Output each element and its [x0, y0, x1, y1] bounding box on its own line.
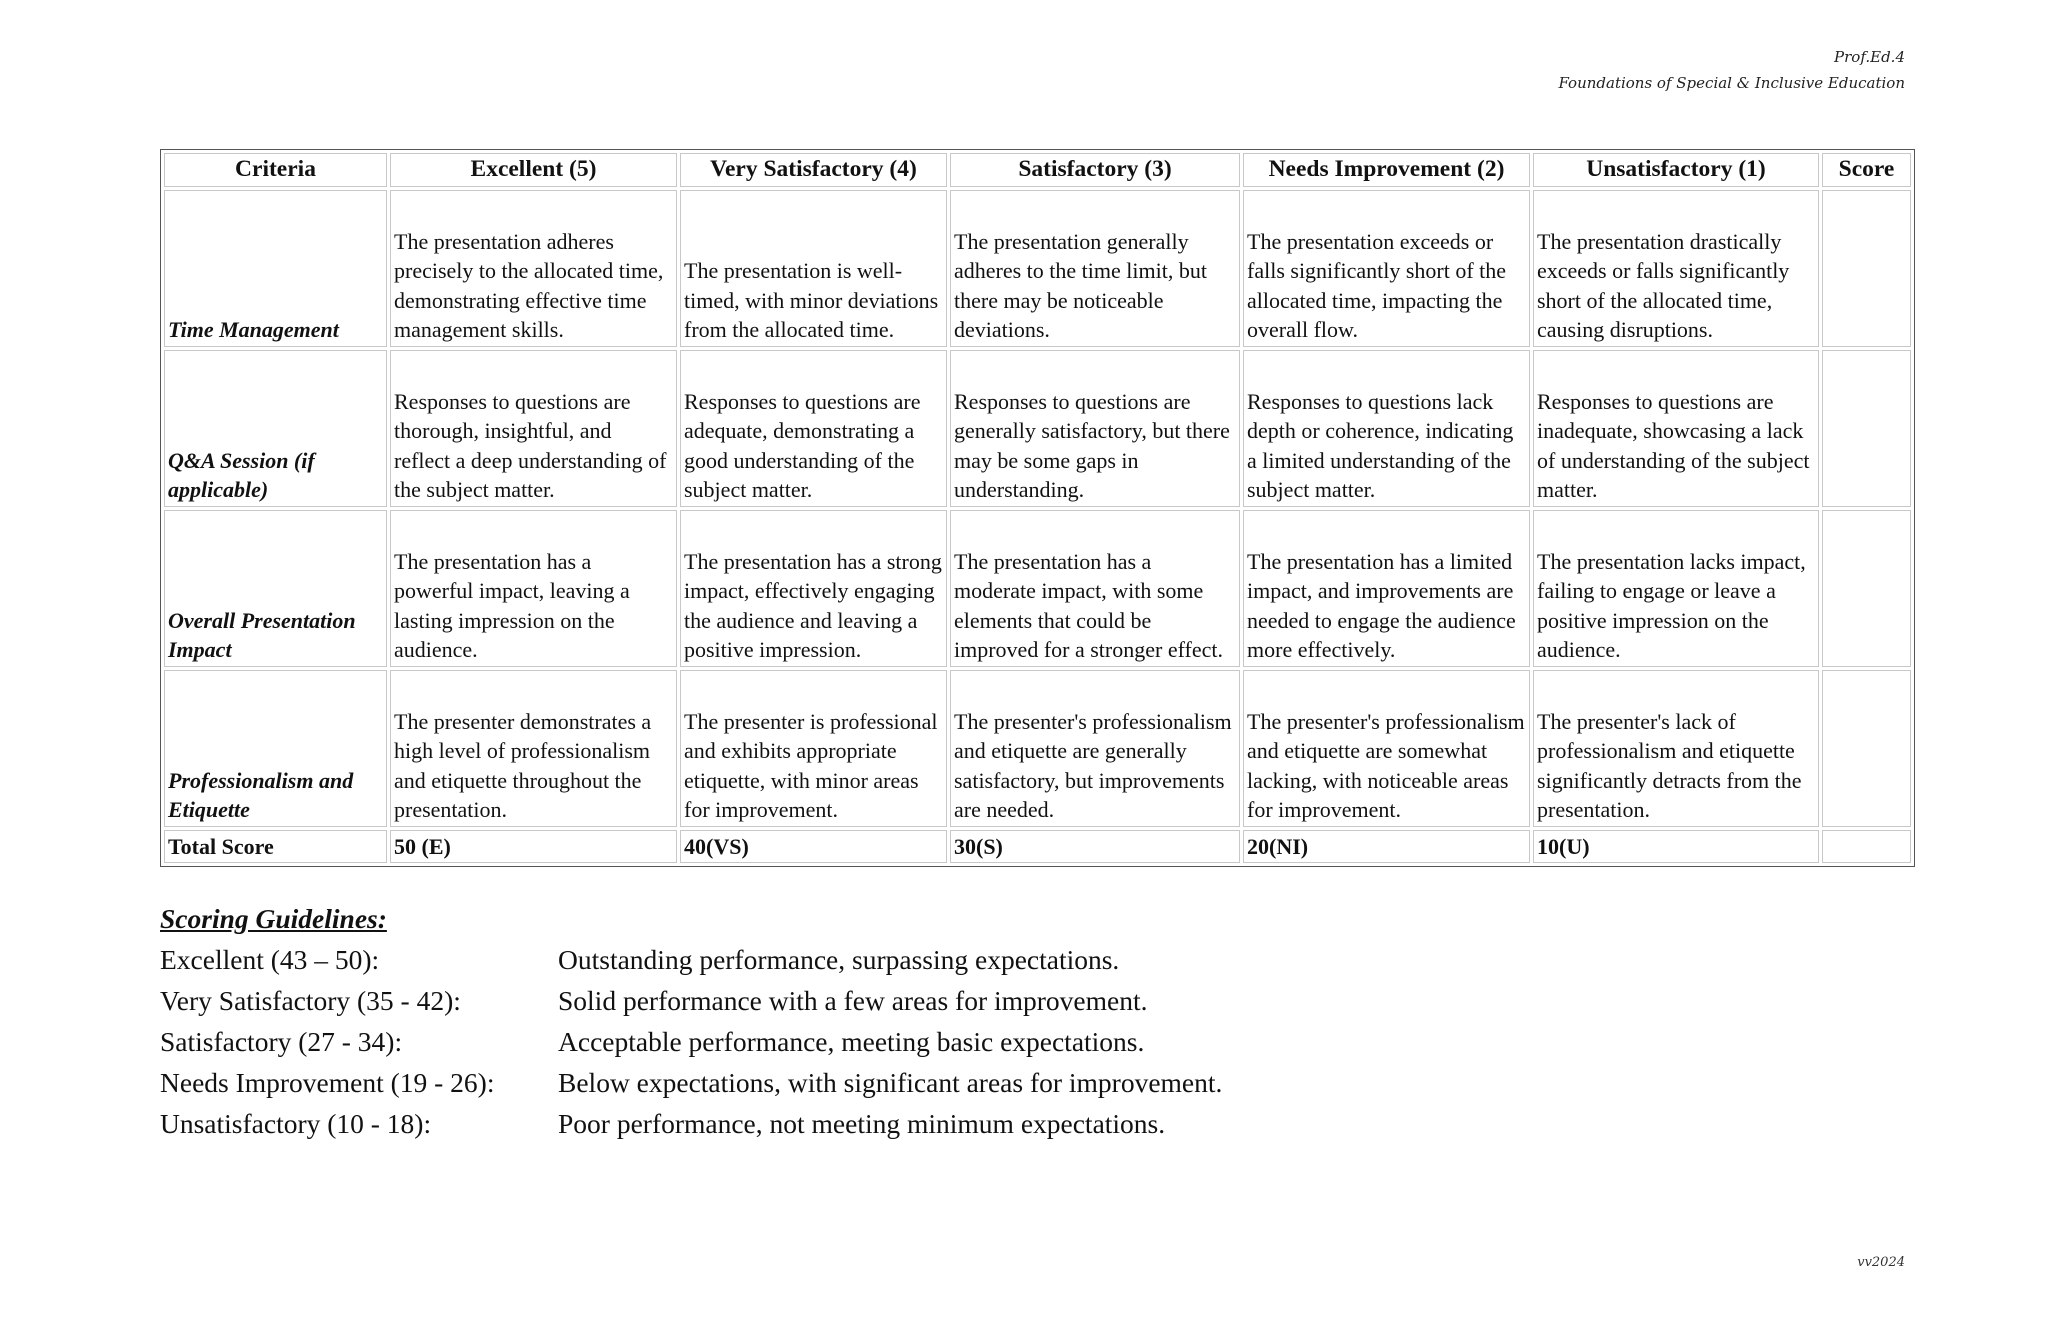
score-cell[interactable] [1822, 510, 1911, 667]
page-header [1558, 44, 1905, 96]
descriptor-cell: The presentation has a limited impact, and improvements are needed to engage the audience more effectively. [1243, 510, 1530, 667]
table-row [164, 670, 1911, 827]
descriptor-cell: Responses to questions are thorough, insightful, and reflect a deep understanding of the subject matter. [390, 350, 677, 507]
guideline-row [160, 939, 1222, 980]
guideline-row [160, 1103, 1222, 1144]
score-cell[interactable] [1822, 190, 1911, 347]
descriptor-cell: The presenter's professionalism and etiquette are somewhat lacking, with noticeable areas for improvement. [1243, 670, 1530, 827]
total-cell: 10(U) [1533, 830, 1819, 864]
total-row [164, 830, 1911, 864]
score-cell[interactable] [1822, 670, 1911, 827]
col-criteria: Criteria [164, 153, 387, 187]
score-cell[interactable] [1822, 350, 1911, 507]
guidelines-title: Scoring Guidelines: [160, 903, 387, 934]
descriptor-cell: The presenter's professionalism and etiquette are generally satisfactory, but improvements are needed. [950, 670, 1240, 827]
criteria-cell: Overall Presentation Impact [164, 510, 387, 667]
guideline-label: Very Satisfactory (35 - 42): [160, 985, 461, 1016]
footer-code: vv2024 [1857, 1255, 1905, 1270]
col-excellent: Excellent (5) [390, 153, 677, 187]
descriptor-cell: The presenter's lack of professionalism and etiquette significantly detracts from the presentation. [1533, 670, 1819, 827]
total-cell: 50 (E) [390, 830, 677, 864]
descriptor-cell: The presentation drastically exceeds or falls significantly short of the allocated time, causing disruptions. [1533, 190, 1819, 347]
col-unsatisfactory: Unsatisfactory (1) [1533, 153, 1819, 187]
descriptor-cell: Responses to questions lack depth or coherence, indicating a limited understanding of the subject matter. [1243, 350, 1530, 507]
guideline-label: Excellent (43 – 50): [160, 944, 380, 975]
total-cell: 30(S) [950, 830, 1240, 864]
guideline-row [160, 1062, 1222, 1103]
guideline-row [160, 1021, 1222, 1062]
scoring-guidelines [160, 898, 1222, 1144]
table-row [164, 350, 1911, 507]
descriptor-cell: The presentation generally adheres to the time limit, but there may be noticeable deviations. [950, 190, 1240, 347]
descriptor-cell: Responses to questions are generally satisfactory, but there may be some gaps in understanding. [950, 350, 1240, 507]
descriptor-cell: The presentation lacks impact, failing to engage or leave a positive impression on the audience. [1533, 510, 1819, 667]
criteria-cell: Time Management [164, 190, 387, 347]
criteria-cell: Q&A Session (if applicable) [164, 350, 387, 507]
total-cell: 20(NI) [1243, 830, 1530, 864]
total-score-cell[interactable] [1822, 830, 1911, 864]
col-score: Score [1822, 153, 1911, 187]
course-title: Foundations of Special & Inclusive Education [1558, 74, 1905, 92]
guideline-desc: Solid performance with a few areas for improvement. [558, 985, 1148, 1016]
descriptor-cell: The presentation has a moderate impact, with some elements that could be improved for a stronger effect. [950, 510, 1240, 667]
guideline-desc: Acceptable performance, meeting basic expectations. [558, 1026, 1145, 1057]
descriptor-cell: Responses to questions are inadequate, showcasing a lack of understanding of the subject matter. [1533, 350, 1819, 507]
guideline-desc: Poor performance, not meeting minimum expectations. [558, 1108, 1166, 1139]
descriptor-cell: The presentation adheres precisely to the allocated time, demonstrating effective time management skills. [390, 190, 677, 347]
table-row [164, 190, 1911, 347]
guideline-desc: Outstanding performance, surpassing expectations. [558, 944, 1120, 975]
total-label: Total Score [164, 830, 387, 864]
descriptor-cell: The presentation has a powerful impact, leaving a lasting impression on the audience. [390, 510, 677, 667]
course-code: Prof.Ed.4 [1834, 48, 1905, 66]
col-needs-improvement: Needs Improvement (2) [1243, 153, 1530, 187]
descriptor-cell: The presenter demonstrates a high level of professionalism and etiquette throughout the presentation. [390, 670, 677, 827]
descriptor-cell: Responses to questions are adequate, demonstrating a good understanding of the subject matter. [680, 350, 947, 507]
col-satisfactory: Satisfactory (3) [950, 153, 1240, 187]
guideline-label: Needs Improvement (19 - 26): [160, 1067, 495, 1098]
guideline-desc: Below expectations, with significant areas for improvement. [558, 1067, 1223, 1098]
descriptor-cell: The presenter is professional and exhibits appropriate etiquette, with minor areas for improvement. [680, 670, 947, 827]
guideline-label: Satisfactory (27 - 34): [160, 1026, 403, 1057]
descriptor-cell: The presentation has a strong impact, effectively engaging the audience and leaving a positive impression. [680, 510, 947, 667]
col-very-satisfactory: Very Satisfactory (4) [680, 153, 947, 187]
guideline-label: Unsatisfactory (10 - 18): [160, 1108, 432, 1139]
criteria-cell: Professionalism and Etiquette [164, 670, 387, 827]
rubric-table [160, 149, 1915, 867]
header-row [164, 153, 1911, 187]
total-cell: 40(VS) [680, 830, 947, 864]
descriptor-cell: The presentation is well-timed, with minor deviations from the allocated time. [680, 190, 947, 347]
guideline-row [160, 980, 1222, 1021]
descriptor-cell: The presentation exceeds or falls significantly short of the allocated time, impacting the overall flow. [1243, 190, 1530, 347]
table-row [164, 510, 1911, 667]
